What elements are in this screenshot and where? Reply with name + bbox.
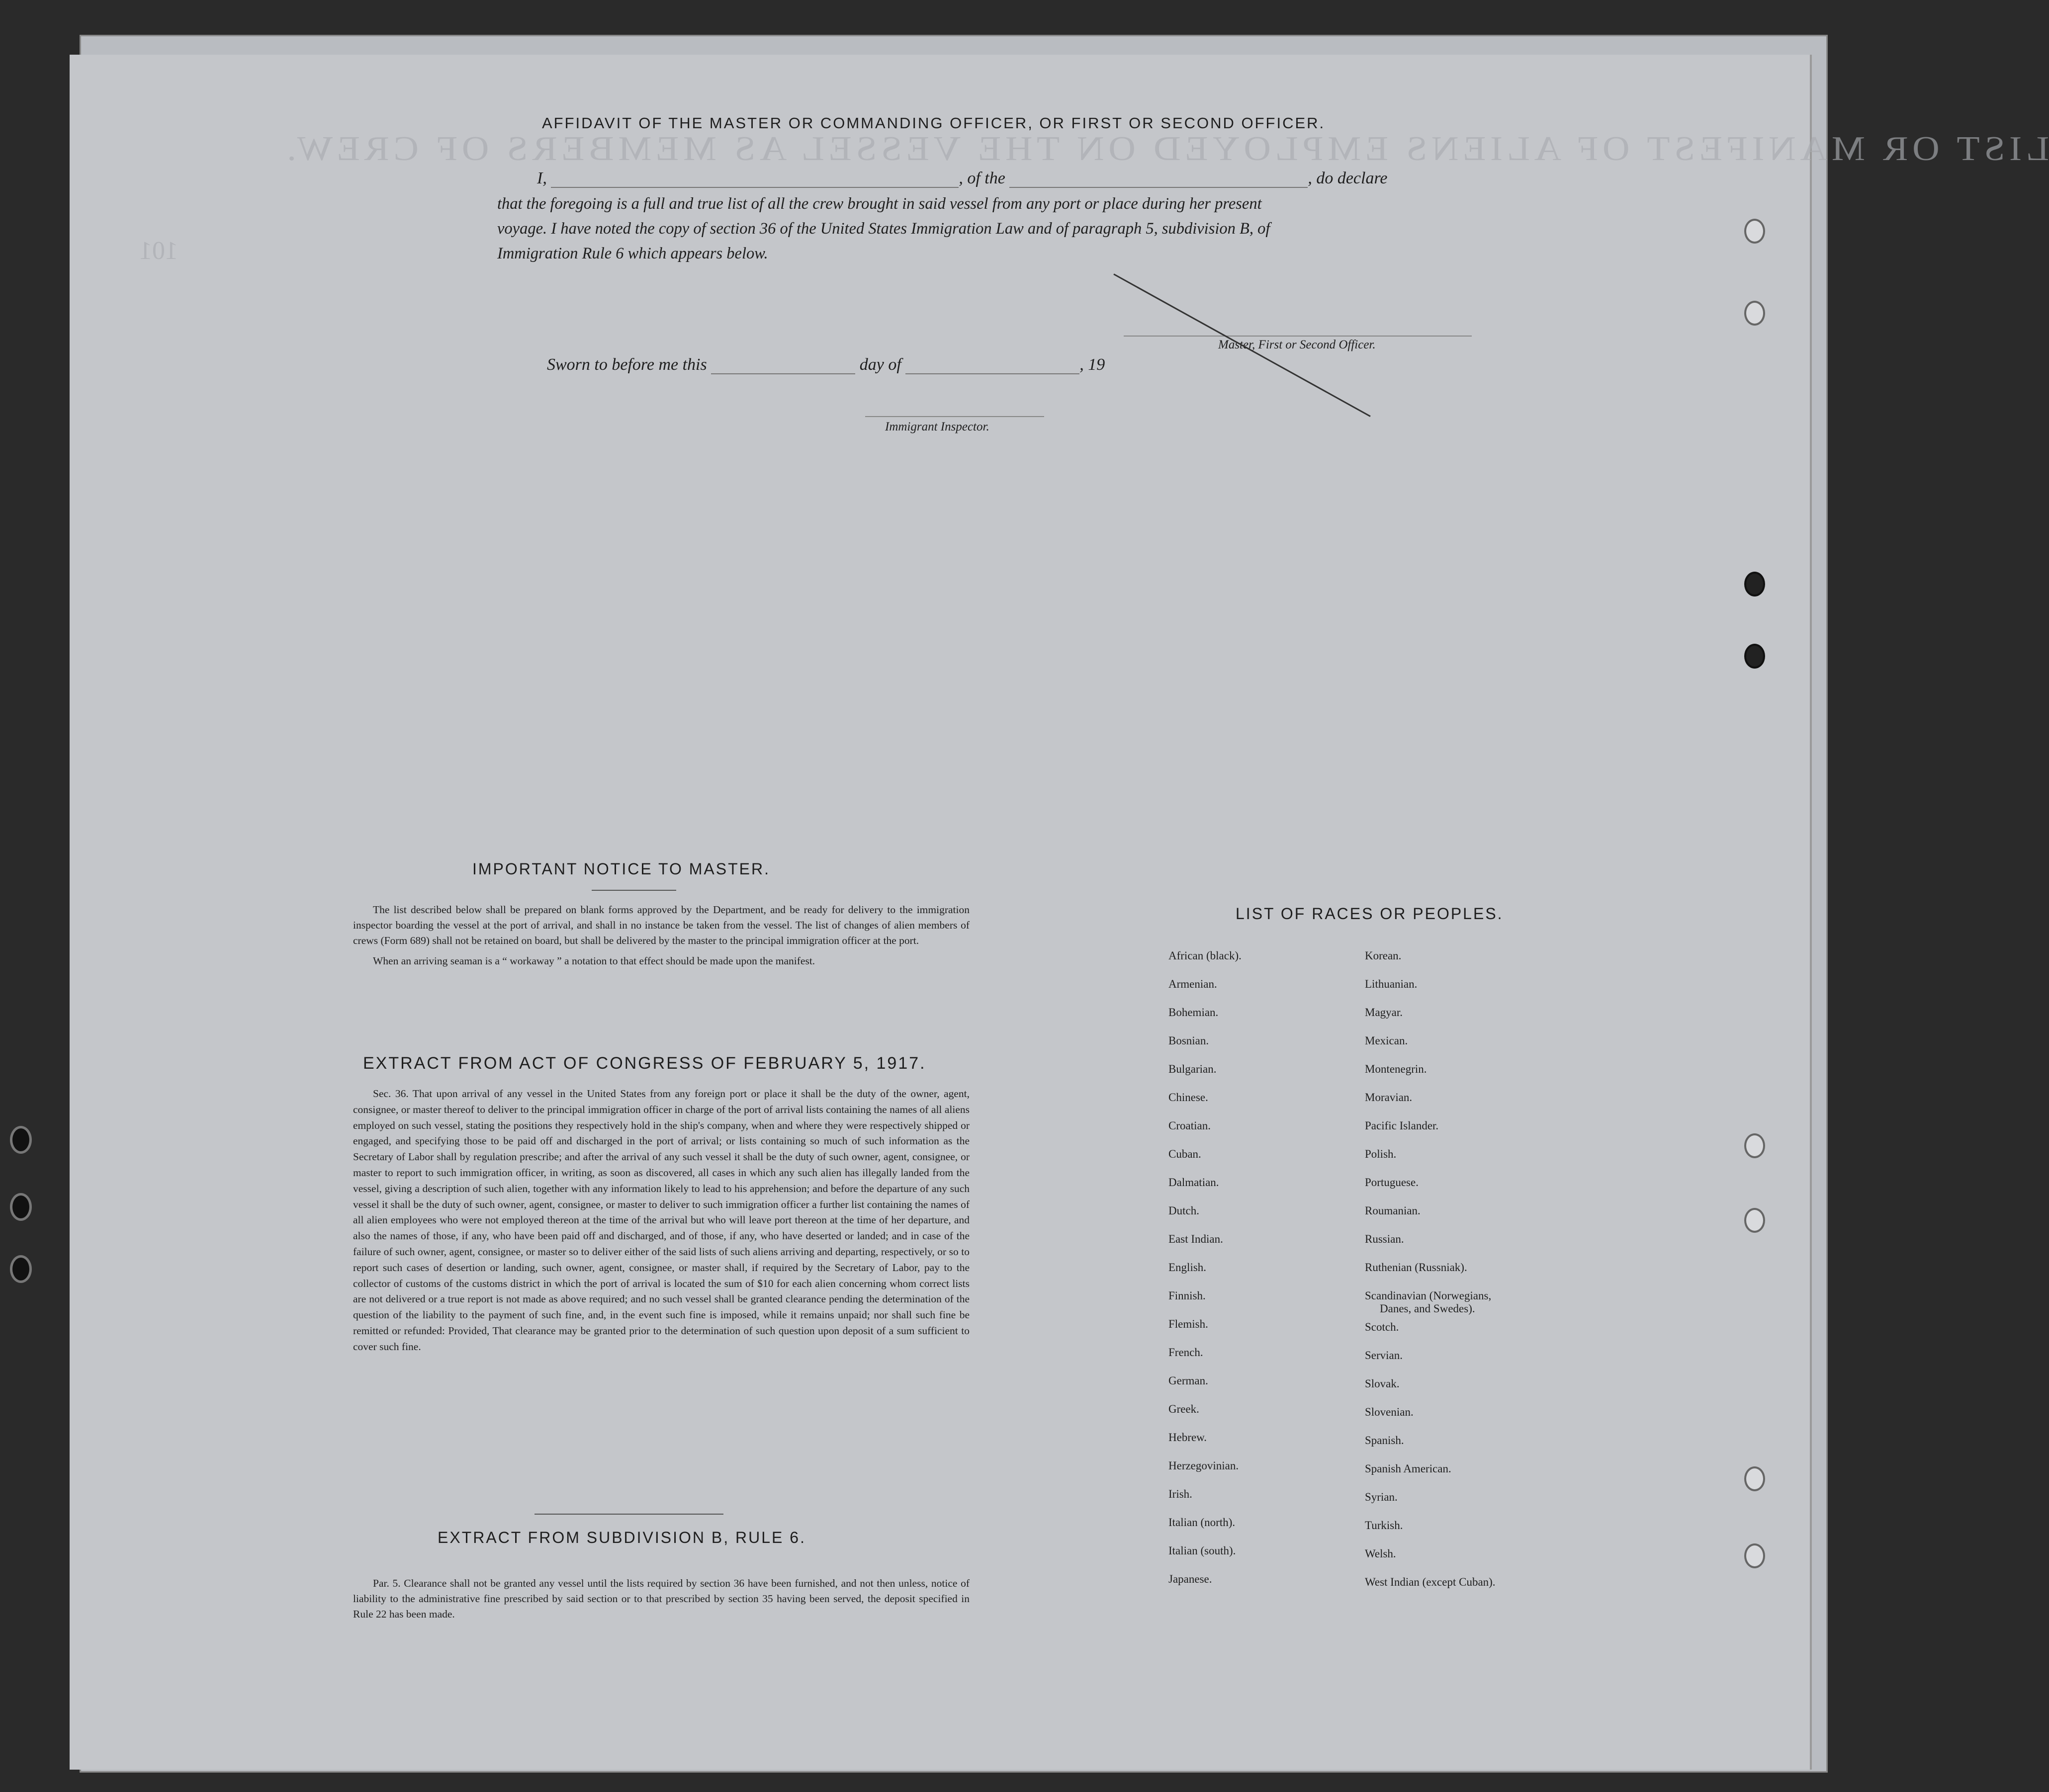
race-item: German.: [1168, 1374, 1208, 1387]
race-item: Russian.: [1365, 1233, 1404, 1245]
race-item: Polish.: [1365, 1148, 1397, 1160]
race-item: Chinese.: [1168, 1091, 1208, 1104]
signature-label: Master, First or Second Officer.: [1218, 338, 1376, 351]
race-item: Italian (south).: [1168, 1544, 1236, 1557]
race-item: Bohemian.: [1168, 1006, 1219, 1019]
race-item: Cuban.: [1168, 1148, 1201, 1160]
race-item: Mexican.: [1365, 1034, 1408, 1047]
race-item: Magyar.: [1365, 1006, 1403, 1019]
punch-hole: [1744, 301, 1765, 326]
rule-divider: [535, 1514, 723, 1515]
document-page: [70, 55, 2049, 1770]
sworn-middle: day of: [859, 355, 901, 374]
race-item: Japanese.: [1168, 1573, 1212, 1585]
race-item: Greek.: [1168, 1403, 1199, 1415]
act-body: [353, 1086, 970, 1360]
punch-hole: [1744, 572, 1765, 597]
inspector-line: [865, 416, 1044, 417]
notice-title: IMPORTANT NOTICE TO MASTER.: [472, 860, 770, 878]
binding-hole: [10, 1193, 32, 1221]
race-item: English.: [1168, 1261, 1207, 1274]
notice-para-1: The list described below shall be prepared on blank forms approved by the Department, and be ready for delivery to the immigration inspector boarding the vessel at the port of arrival, and shall in no instance be taken from the vessel. The list of changes of alien members of crews (Form 689) shall not be retained on board, but shall be delivered by the master to the principal immigration officer at the port.: [353, 904, 970, 946]
race-item: Syrian.: [1365, 1491, 1398, 1503]
race-item: Welsh.: [1365, 1547, 1396, 1560]
affidavit-title: AFFIDAVIT OF THE MASTER OR COMMANDING OFFICER, OR FIRST OR SECOND OFFICER.: [542, 114, 1326, 132]
race-item: Spanish.: [1365, 1434, 1404, 1447]
race-item: Servian.: [1365, 1349, 1403, 1362]
binding-hole: [10, 1126, 32, 1154]
race-item: Bosnian.: [1168, 1034, 1209, 1047]
race-item: Scotch.: [1365, 1321, 1399, 1333]
race-item: Croatian.: [1168, 1119, 1211, 1132]
race-item: Scandinavian (Norwegians,: [1365, 1289, 1492, 1302]
affidavit-line-4: Immigration Rule 6 which appears below.: [497, 245, 768, 262]
race-item: Slovak.: [1365, 1377, 1400, 1390]
vessel-blank: [1009, 187, 1308, 188]
punch-hole: [1744, 644, 1765, 669]
affidavit-line-2: that the foregoing is a full and true list of all the crew brought in said vessel from any port or place during her present: [497, 195, 1262, 213]
race-item: Dutch.: [1168, 1204, 1199, 1217]
act-text: Sec. 36. That upon arrival of any vessel in the United States from any foreign port or place it shall be the duty of the owner, agent, consignee, or master thereof to deliver to the principal immigration officer in charge of the port of arrival lists containing the names of all aliens employed on such vessel, stating the positions they respectively hold in the ship's company, when and where they were respectively shipped or engaged, and specifying those to be paid off and discharged in the port of arrival; or lists containing so much of such information as the Secretary of Labor shall by regulation prescribe; and after the arrival of any such vessel it shall be the duty of such owner, agent, consignee, or master to report to such immigration officer, in writing, as soon as discovered, all cases in which any such alien has illegally landed from the vessel, giving a description of such alien, together with any information likely to lead to his apprehension; and before the departure of any such vessel it shall be the duty of such owner, agent, consignee, or master to deliver to such immigration officer a further list containing the names of all alien employees who were not employed thereon at the time of the arrival but who will leave port thereon at the time of her departure, and also the names of those, if any, who have been paid off and discharged, and of those, if any, who have deserted or landed; and in case of the failure of such owner, agent, consignee, or master so to deliver either of the said lists of such aliens arriving and departing, respectively, or so to report such cases of desertion or landing, such owner, agent, consignee, or master shall, if required by the Secretary of Labor, pay to the collector of customs of the customs district in which the port of arrival is located the sum of $10 for each alien concerning whom correct lists are not delivered or a true report is not made as above required; and no such vessel shall be granted clearance pending the determination of the question of the liability to the payment of such fine, and, in the event such fine is imposed, while it remains unpaid; nor shall such fine be remitted or refunded: Provided, That clearance may be granted prior to the determination of such question upon deposit of a sum sufficient to cover such fine.: [353, 1088, 970, 1353]
bleed-through-page-number: 101: [139, 237, 178, 265]
affidavit-line-1-start: I,: [537, 169, 547, 187]
race-item: Armenian.: [1168, 978, 1217, 990]
punch-hole: [1744, 1466, 1765, 1491]
race-item: Ruthenian (Russniak).: [1365, 1261, 1467, 1274]
punch-hole: [1744, 1208, 1765, 1233]
race-item: Pacific Islander.: [1365, 1119, 1439, 1132]
races-title: LIST OF RACES OR PEOPLES.: [1236, 905, 1504, 923]
race-item: Moravian.: [1365, 1091, 1413, 1104]
notice-body: [353, 902, 970, 974]
race-item: African (black).: [1168, 949, 1242, 962]
punch-hole: [1744, 1543, 1765, 1568]
month-blank: [905, 373, 1079, 374]
race-item: Korean.: [1365, 949, 1402, 962]
race-item: Flemish.: [1168, 1318, 1208, 1330]
race-item: Bulgarian.: [1168, 1063, 1217, 1075]
race-item: Herzegovinian.: [1168, 1459, 1239, 1472]
affidavit-line-1-middle: , of the: [959, 169, 1005, 187]
race-item: Dalmatian.: [1168, 1176, 1219, 1189]
race-item: Turkish.: [1365, 1519, 1403, 1532]
race-item: Italian (north).: [1168, 1516, 1236, 1529]
race-item: Lithuanian.: [1365, 978, 1418, 990]
race-item: French.: [1168, 1346, 1203, 1359]
race-item: Roumanian.: [1365, 1204, 1421, 1217]
signature-line: [1124, 336, 1472, 337]
race-item: Portuguese.: [1365, 1176, 1419, 1189]
race-item: Finnish.: [1168, 1289, 1206, 1302]
bleed-through-title: LIST OR MANIFEST OF ALIENS EMPLOYED ON THE VESSEL AS MEMBERS OF CREW.: [282, 130, 2049, 168]
affidavit-line-1: [537, 169, 1388, 188]
race-item: Spanish American.: [1365, 1462, 1451, 1475]
rule-body: [353, 1576, 970, 1627]
act-title: EXTRACT FROM ACT OF CONGRESS OF FEBRUARY 5, 1917.: [363, 1054, 926, 1073]
race-item-continuation: Danes, and Swedes).: [1380, 1302, 1475, 1315]
name-blank: [551, 187, 959, 188]
rule-text: Par. 5. Clearance shall not be granted any vessel until the lists required by section 36 have been furnished, and not then unless, notice of liability to the administrative fine prescribed by said section or to that prescribed by section 35 having been served, the deposit specified in Rule 22 has been made.: [353, 1577, 970, 1620]
race-item: Irish.: [1168, 1488, 1192, 1500]
punch-hole: [1744, 219, 1765, 244]
sworn-end: , 19: [1079, 355, 1105, 374]
sworn-line: [547, 355, 1105, 374]
day-blank: [711, 373, 855, 374]
race-item: Hebrew.: [1168, 1431, 1207, 1444]
sworn-start: Sworn to before me this: [547, 355, 707, 374]
affidavit-line-3: voyage. I have noted the copy of section 36 of the United States Immigration Law and of paragraph 5, subdivision B, of: [497, 220, 1270, 238]
punch-hole: [1744, 1133, 1765, 1158]
race-item: West Indian (except Cuban).: [1365, 1576, 1496, 1588]
binding-hole: [10, 1255, 32, 1283]
race-item: Slovenian.: [1365, 1406, 1414, 1418]
affidavit-line-1-end: , do declare: [1308, 169, 1388, 187]
rule-title: EXTRACT FROM SUBDIVISION B, RULE 6.: [438, 1529, 806, 1546]
notice-para-2: When an arriving seaman is a “ workaway ” a notation to that effect should be made upon the manifest.: [373, 955, 815, 967]
race-item: East Indian.: [1168, 1233, 1223, 1245]
inspector-label: Immigrant Inspector.: [885, 420, 989, 433]
notice-rule: [592, 890, 676, 891]
race-item: Montenegrin.: [1365, 1063, 1427, 1075]
